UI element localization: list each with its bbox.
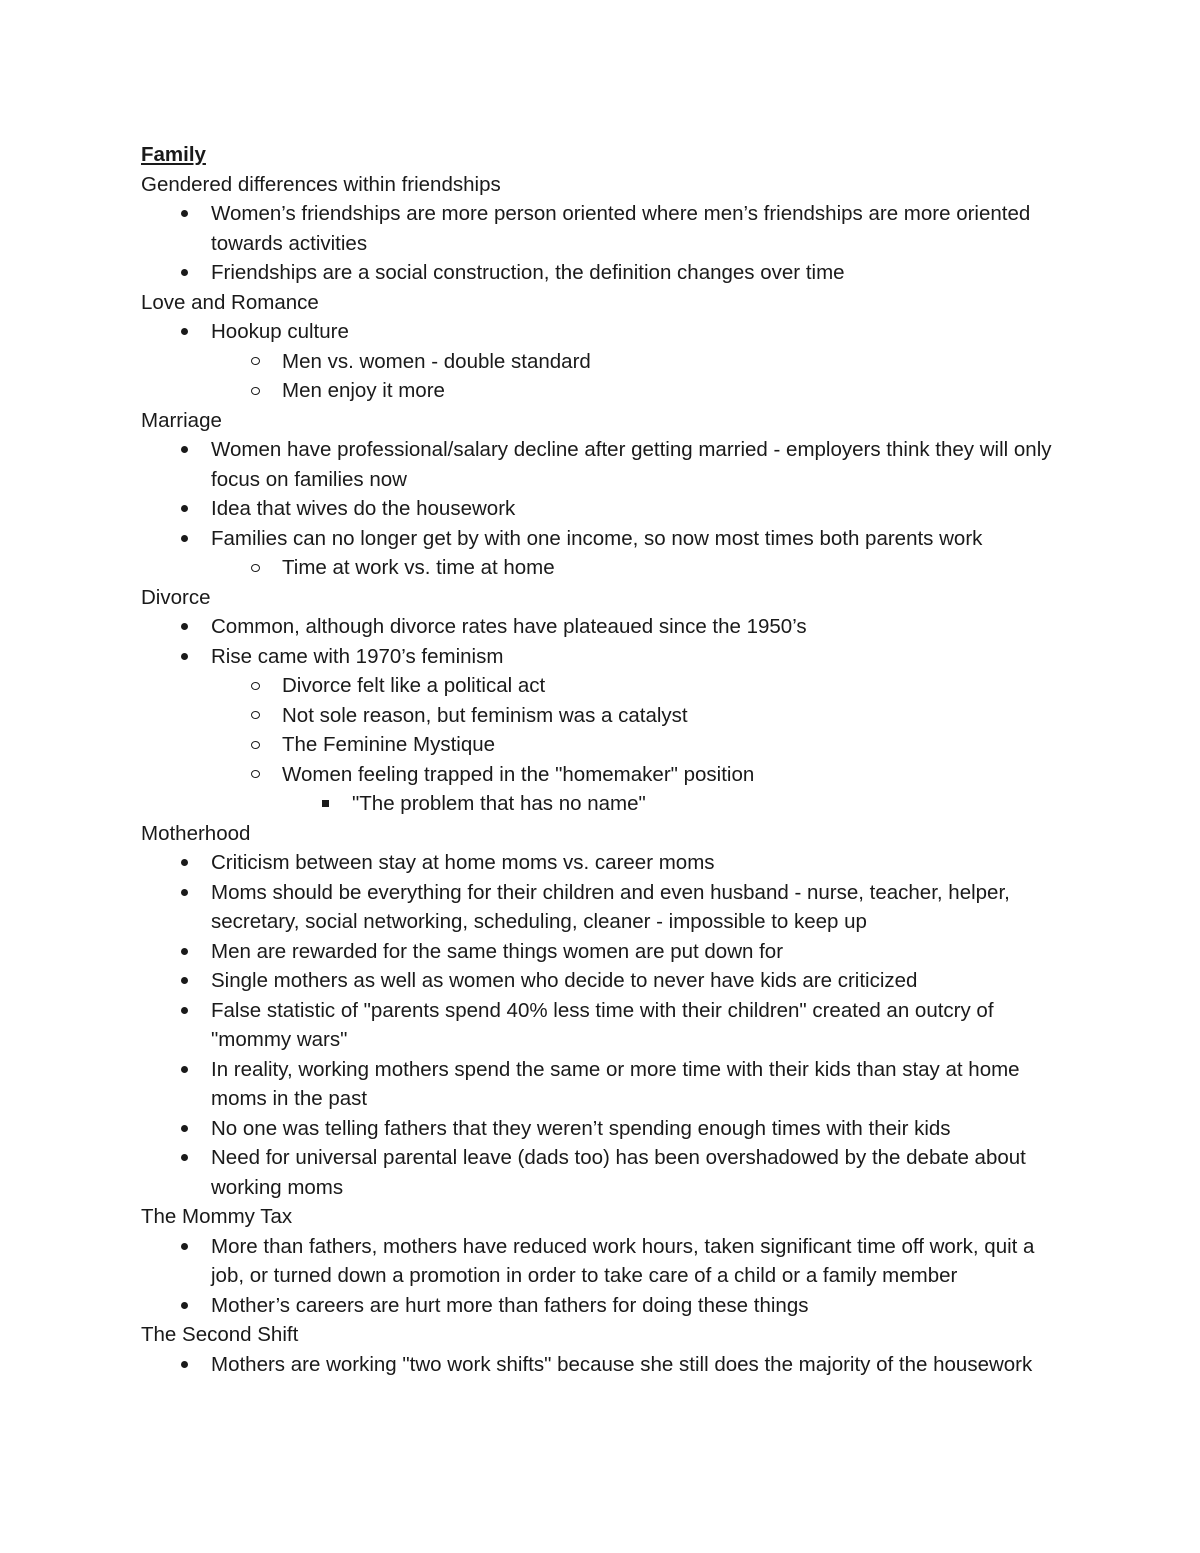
list-item — [141, 1350, 1071, 1380]
document-title: Family — [141, 143, 206, 166]
bullet-dot-icon — [177, 642, 191, 672]
list-item-text: The Feminine Mystique — [282, 733, 496, 756]
list-item — [141, 612, 1071, 642]
bullet-circle-icon — [248, 376, 262, 406]
bullet-dot-icon — [177, 1055, 191, 1085]
bullet-dot-icon — [177, 199, 191, 229]
bullet-dot-icon — [177, 524, 191, 554]
bullet-list — [141, 317, 1071, 406]
list-item — [141, 1143, 1071, 1202]
bullet-dot-icon — [177, 937, 191, 967]
section-heading: Motherhood — [141, 821, 251, 845]
bullet-list — [141, 199, 1071, 288]
list-item — [141, 1055, 1071, 1114]
list-item — [141, 937, 1071, 967]
document-body — [141, 170, 1071, 1380]
section-heading: Divorce — [141, 585, 211, 609]
bullet-circle-icon — [248, 760, 262, 790]
list-item-text: No one was telling fathers that they weren’t spending enough times with their kids — [211, 1116, 951, 1140]
list-item-text: Families can no longer get by with one income, so now most times both parents work — [211, 526, 983, 550]
list-item — [141, 996, 1071, 1055]
bullet-dot-icon — [177, 1232, 191, 1262]
bullet-circle-icon — [248, 701, 262, 731]
list-item-text: Criticism between stay at home moms vs. career moms — [211, 851, 715, 874]
bullet-list — [141, 1232, 1071, 1321]
list-item — [141, 730, 1071, 760]
bullet-dot-icon — [177, 258, 191, 288]
bullet-circle-icon — [248, 730, 262, 760]
list-item-text: More than fathers, mothers have reduced work hours, taken significant time off work, quit a job, or turned down a promotion in order to take care of a child or a family member — [211, 1234, 1035, 1287]
bullet-dot-icon — [177, 494, 191, 524]
bullet-square-icon — [318, 789, 332, 819]
document-page — [141, 140, 1071, 1379]
bullet-circle-icon — [248, 347, 262, 377]
bullet-circle-icon — [248, 671, 262, 701]
list-item — [141, 1114, 1071, 1144]
list-item — [141, 760, 1071, 790]
bullet-dot-icon — [177, 1114, 191, 1144]
bullet-dot-icon — [177, 996, 191, 1026]
list-item-text: "The problem that has no name" — [352, 792, 646, 815]
list-item-text: False statistic of "parents spend 40% less time with their children" created an outcry of "mommy wars" — [211, 998, 994, 1051]
bullet-dot-icon — [177, 848, 191, 878]
list-item-text: Divorce felt like a political act — [282, 674, 546, 697]
list-item — [141, 848, 1071, 878]
bullet-dot-icon — [177, 612, 191, 642]
section-heading: Marriage — [141, 408, 222, 432]
list-item-text: Idea that wives do the housework — [211, 497, 516, 520]
section-heading: Love and Romance — [141, 290, 319, 314]
list-item — [141, 347, 1071, 377]
list-item-text: Women’s friendships are more person oriented where men’s friendships are more oriented towards activities — [211, 202, 1031, 255]
list-item-text: Hookup culture — [211, 320, 349, 343]
bullet-list — [141, 1350, 1071, 1380]
section-heading: Gendered differences within friendships — [141, 172, 501, 196]
list-item-text: Women have professional/salary decline after getting married - employers think they will only focus on families now — [211, 438, 1052, 491]
bullet-dot-icon — [177, 878, 191, 908]
bullet-dot-icon — [177, 435, 191, 465]
list-item — [141, 1291, 1071, 1321]
list-item — [141, 671, 1071, 701]
list-item — [141, 966, 1071, 996]
list-item — [141, 553, 1071, 583]
list-item — [141, 317, 1071, 347]
list-item-text: Common, although divorce rates have plateaued since the 1950’s — [211, 615, 807, 638]
list-item-text: Single mothers as well as women who decide to never have kids are criticized — [211, 969, 918, 992]
list-item-text: Men are rewarded for the same things women are put down for — [211, 939, 784, 963]
list-item-text: Friendships are a social construction, the definition changes over time — [211, 261, 845, 284]
bullet-dot-icon — [177, 966, 191, 996]
list-item — [141, 494, 1071, 524]
bullet-list — [141, 435, 1071, 583]
list-item-text: Not sole reason, but feminism was a catalyst — [282, 703, 688, 727]
list-item-text: Men vs. women - double standard — [282, 349, 591, 373]
list-item — [141, 878, 1071, 937]
list-item — [141, 258, 1071, 288]
list-item-text: Need for universal parental leave (dads too) has been overshadowed by the debate about working moms — [211, 1146, 1026, 1199]
list-item — [141, 435, 1071, 494]
list-item-text: In reality, working mothers spend the same or more time with their kids than stay at home moms in the past — [211, 1057, 1020, 1110]
list-item-text: Mother’s careers are hurt more than fathers for doing these things — [211, 1293, 809, 1317]
list-item — [141, 1232, 1071, 1291]
bullet-list — [141, 848, 1071, 1202]
bullet-dot-icon — [177, 1291, 191, 1321]
bullet-dot-icon — [177, 1143, 191, 1173]
list-item — [141, 789, 1071, 819]
list-item-text: Women feeling trapped in the "homemaker" position — [282, 762, 755, 786]
list-item-text: Moms should be everything for their children and even husband - nurse, teacher, helper, secretary, social networking, scheduling, cleaner - impossible to keep up — [211, 880, 1010, 933]
list-item — [141, 376, 1071, 406]
bullet-dot-icon — [177, 317, 191, 347]
bullet-dot-icon — [177, 1350, 191, 1380]
list-item-text: Men enjoy it more — [282, 379, 445, 402]
list-item — [141, 701, 1071, 731]
list-item-text: Mothers are working "two work shifts" because she still does the majority of the housework — [211, 1352, 1033, 1376]
section-heading: The Mommy Tax — [141, 1205, 293, 1228]
bullet-list — [141, 612, 1071, 819]
section-heading: The Second Shift — [141, 1323, 299, 1346]
bullet-circle-icon — [248, 553, 262, 583]
list-item-text: Rise came with 1970’s feminism — [211, 644, 504, 668]
list-item — [141, 642, 1071, 672]
list-item — [141, 524, 1071, 554]
list-item — [141, 199, 1071, 258]
list-item-text: Time at work vs. time at home — [282, 556, 555, 579]
